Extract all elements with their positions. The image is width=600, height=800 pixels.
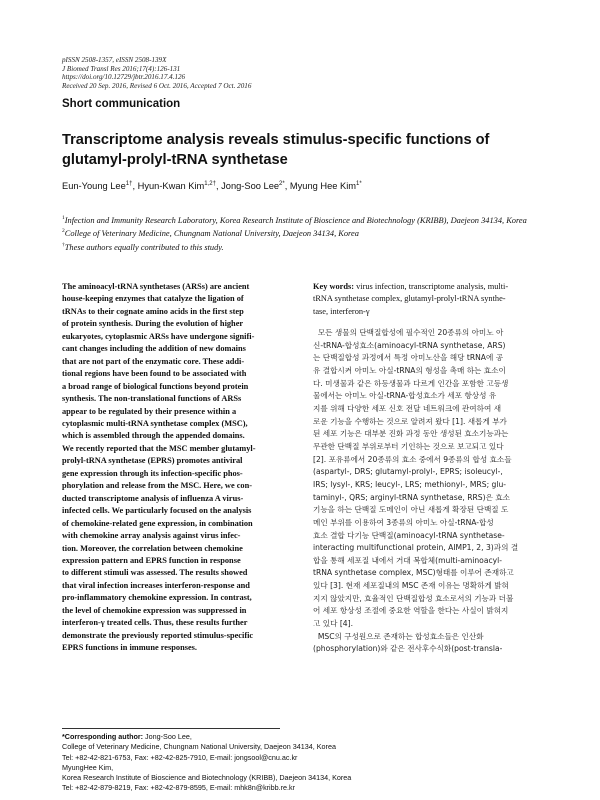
affiliation-marker: 1	[62, 215, 65, 221]
author-name: Jong-Soo Lee	[221, 181, 280, 192]
body-text-korean: 모든 생물의 단백질합성에 필수적인 20종류의 아미노 아 신-tRNA-합성효소(aminoacyl-tRNA synthetase, ARS) 는 단백질합성 과정에서 특정 아미노산을 해당 tRNA에 공 유 결합시켜 아미노 아실-tRNA의 형성을 촉매 하는 효소이 다. 미생물과 같은 하등생물과 다르게 인간을 포함한 고등생 물에서는 아미노 아실-tRNA-합성효소가 세포 항상성 유 지를 위해 다양한 세포 신호 전달 네트워크에 관여하여 새 로운 기능을 수행하는 것으로 알려져 왔다 [1]. 새롭게 부가 된 세포 기능은 대부분 진화 과정 동안 생성된 효소기능과는 무관한 단백질 부위로부터 기인하는 것으로 보고되고 있다 [2]. 포유류에서 20종류의 효소 중에서 9종류의 합성 효소들 (aspartyl-, DRS; glutamyl-prolyl-, EPRS; isoleucyl-, IRS; lysyl-, KRS; leucyl-, LRS; methionyl-, MRS; glu- taminyl-, QRS; arginyl-tRNA synthetase, RRS)은 효소 기능을 하는 단백질 도메인이 아닌 새롭게 확장된 단백질 도 메인 부위를 이용하여 3종류의 아미노 아실-tRNA-합성 효소 결합 다기능 단백질(aminoacyl-tRNA synthetase- interacting multifunctional protein, AIMP1, 2, 3)과의 결 합을 통해 세포질 내에서 거대 복합체(multi-aminoacyl- tRNA synthetase complex, MSC)형태를 이루어 존재하고 있다 [3]. 현재 세포질내의 MSC 존재 이유는 명확하게 밝혀 지지 않았지만, 효율적인 단백질합성 효소로서의 기능과 더불 어 세포 항상성 조절에 중요한 역할을 한다는 사실이 밝혀지 고 있다 [4]. MSC의 구성원으로 존재하는 합성효소들은 인산화 (phosphorylation)와 같은 전사후수식화(post-transla-	[313, 328, 519, 654]
author-superscript: 1†	[125, 181, 133, 187]
paper-title: Transcriptome analysis reveals stimulus-specific functions of glutamyl-prolyl-tRNA synthetase	[62, 132, 490, 168]
affiliation-item	[62, 226, 552, 239]
doi-link[interactable]: https://doi.org/10.12729/jbtr.2016.17.4.126	[62, 73, 186, 82]
author-separator: ,	[215, 181, 222, 192]
affiliation-text: College of Veterinary Medicine, Chungnam National University, Daejeon 34134, Korea	[64, 229, 359, 239]
author-superscript: 1*	[356, 181, 362, 187]
issn-line: pISSN 2508-1357, eISSN 2508-139X	[62, 56, 167, 64]
author-separator: ,	[132, 181, 138, 192]
author-superscript: 2*	[279, 181, 285, 187]
affiliation-marker: †	[62, 241, 65, 248]
keywords	[313, 281, 539, 318]
author-name: Myung Hee Kim	[289, 181, 357, 192]
footnote-divider	[62, 728, 280, 729]
keywords-text: virus infection, transcriptome analysis, multi- tRNA synthetase complex, glutamyl-prolyl-tRNA synthe- tase, interferon-γ	[313, 282, 509, 316]
affiliation-text: These authors equally contributed to this study.	[64, 242, 224, 252]
journal-metadata	[62, 56, 251, 90]
affiliation-item	[62, 240, 552, 253]
affiliation-text: Infection and Immunity Research Laboratory, Korea Research Institute of Bioscience and Biotechnology (KRIBB), Daejeon 34134, Korea	[64, 215, 527, 225]
corr-affiliation-1: College of Veterinary Medicine, Chungnam National University, Daejeon 34134, Korea	[62, 742, 336, 752]
corresponding-author-label: *Corresponding author:	[62, 732, 144, 741]
author-name: Hyun-Kwan Kim	[137, 181, 205, 192]
author-superscript: 1,2†	[204, 181, 216, 187]
author-list	[62, 181, 362, 191]
author-name: Eun-Young Lee	[62, 181, 126, 192]
correspondence-block	[62, 732, 542, 794]
citation-line: J Biomed Transl Res 2016;17(4):126-131	[62, 64, 181, 73]
received-dates: Received 20 Sep. 2016, Revised 6 Oct. 2016, Accepted 7 Oct. 2016	[62, 81, 252, 90]
corresponding-author-name: Jong-Soo Lee,	[143, 732, 192, 741]
corr-name-2: MyungHee Kim,	[62, 762, 114, 772]
corr-contact-1: Tel: +82-42-821-6753, Fax: +82-42-825-7910, E-mail: jongsool@cnu.ac.kr	[62, 752, 298, 762]
corr-contact-2: Tel: +82-42-879-8219, Fax: +82-42-879-8595, E-mail: mhk8n@kribb.re.kr	[62, 783, 296, 793]
abstract: The aminoacyl-tRNA synthetases (ARSs) are ancient house-keeping enzymes that catalyze the ligation of tRNAs to their cognate amino acids in the first step of protein synthesis. During the evolution of higher eukaryotes, cytoplasmic ARSs have undergone signifi- cant changes including the addition of new domains that are not part of the enzymatic core. These addi- tional regions have been found to be associated with a broad range of biological functions beyond protein synthesis. The non-translational functions of ARSs appear to be regulated by their presence within a cytoplasmic multi-tRNA synthetase complex (MSC), which is assembled through the appended domains. We recently reported that the MSC member glutamyl- prolyl-tRNA synthetase (EPRS) promotes antiviral gene expression through its infection-specific phos- phorylation and release from the MSC. Here, we con- ducted transcriptome analysis of influenza A virus- infected cells. We particularly focused on the analysis of chemokine-related gene expression, in combination with chemokine array analysis against virus infec- tion. Moreover, the correlation between chemokine expression pattern and EPRS function in response to different stimuli was assessed. The results showed that viral infection increases interferon-response and pro-inflammatory chemokine expression. In contrast, the level of chemokine expression was suppressed in interferon-γ treated cells. Thus, these results further demonstrate the previously reported stimulus-specific EPRS functions in immune responses.	[62, 282, 256, 653]
corr-affiliation-2: Korea Research Institute of Bioscience and Biotechnology (KRIBB), Daejeon 34134, Korea	[62, 773, 352, 783]
affiliation-marker: 2	[62, 228, 65, 235]
author-separator: ,	[284, 181, 290, 192]
affiliation-item	[62, 213, 552, 226]
section-label: Short communication	[62, 98, 181, 110]
affiliations	[62, 213, 552, 253]
keywords-label: Key words:	[313, 282, 355, 291]
